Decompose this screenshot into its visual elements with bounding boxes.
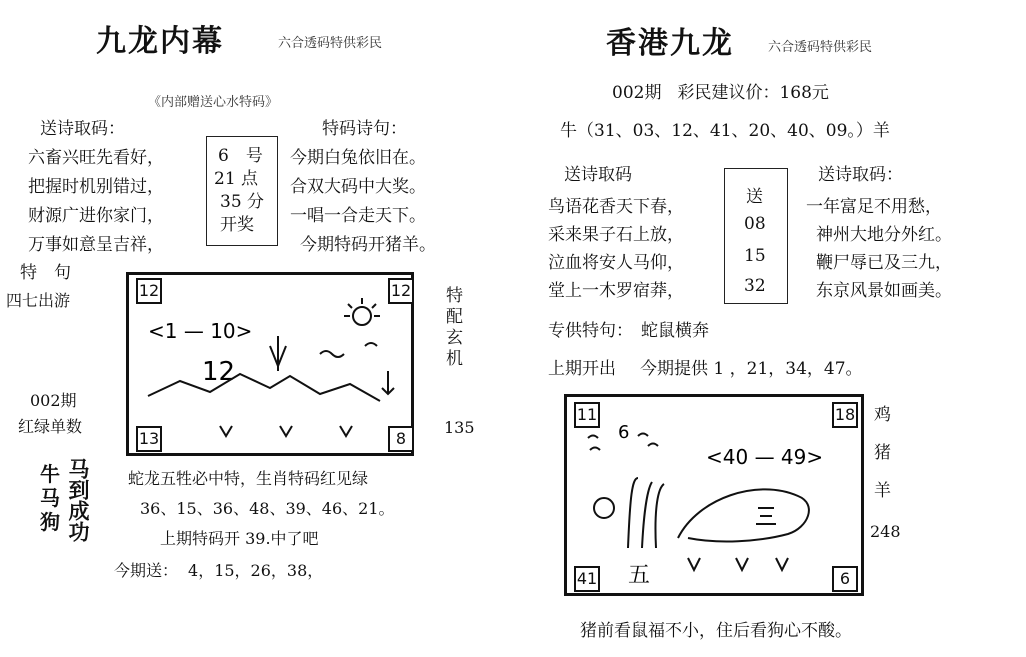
left-corner-tl: 12 [136,278,162,304]
left-issue: 002期 [30,391,77,410]
right-this-provide: 今期提供 1 ，21，34，47。 [640,359,863,379]
left-numbers: 36、15、36、48、39、46、21。 [140,499,395,518]
right-corner-tl: 11 [574,402,600,428]
left-time-2: 21 点 [214,169,259,189]
left-time-1: 6 号 [218,146,263,166]
left-motto: 马到成功 [66,458,91,542]
right-send-1: 送 [746,187,763,207]
left-special-line-4: 今期特码开猪羊。 [300,235,436,255]
right-side-zodiac-1: 鸡 [874,405,891,425]
right-ox-line: 牛（31、03、12、41、20、40、09。）羊 [560,121,890,141]
left-tagline: 《内部赠送心水特码》 [148,95,279,110]
right-price: 168元 [779,83,829,103]
right-poem-heading-left: 送诗取码 [564,165,632,185]
right-sketch-char: 五 [628,563,651,588]
right-send-3: 15 [744,246,766,266]
right-send-2: 08 [744,214,766,234]
left-time-3: 35 分 [220,192,265,212]
left-poem-heading: 送诗取码： [40,119,125,139]
left-zodiac-2: 马 [40,486,60,510]
left-special-line-1: 今期白兔依旧在。 [290,148,426,168]
left-poem-line-1: 六畜兴旺先看好， [28,148,164,168]
right-price-label: 彩民建议价： [677,83,780,103]
left-this-send-numbers: 4，15，26，38， [188,561,324,580]
right-poem-right-4: 东京风景如画美。 [816,281,952,301]
right-send-4: 32 [744,276,766,296]
right-special-text: 蛇鼠横奔 [641,321,709,341]
right-sketch-drawing [568,398,858,592]
left-special-heading: 特码诗句： [322,119,407,139]
right-side-number: 248 [870,522,901,541]
left-redgreen: 红绿单数 [18,417,83,436]
left-sketch-drawing [130,276,408,452]
right-title: 香港九龙 [606,26,734,61]
right-poem-left-2: 采来果子石上放， [548,225,684,245]
left-poem-line-2: 把握时机别错过， [28,177,164,197]
left-corner-tr: 12 [388,278,414,304]
left-special-line-2: 合双大码中大奖。 [290,177,426,197]
right-poem-left-4: 堂上一木罗宿莽， [548,281,684,301]
left-teju-label: 特 句 [20,263,71,283]
right-corner-tr: 18 [832,402,858,428]
left-sketch-range: <1 — 10> [148,319,253,343]
right-poem-right-1: 一年富足不用愁， [806,197,942,217]
right-special-label: 专供特句： [548,321,633,341]
left-side-vertical: 特配玄机 [442,286,462,370]
left-last-period: 上期特码开 39.中了吧 [160,529,319,548]
left-poem-line-4: 万事如意呈吉祥， [28,235,164,255]
left-poem-line-3: 财源广进你家门， [28,206,164,226]
left-time-4: 开奖 [220,215,254,235]
left-line1: 蛇龙五牲必中特，生肖特码红见绿 [128,469,369,488]
right-sketch-range: <40 — 49> [706,445,824,469]
right-last-open: 上期开出 [548,359,616,379]
right-sketch-small: 6 [618,422,630,443]
left-zodiac-3: 狗 [40,510,60,534]
right-poem-left-3: 泣血将安人马仰， [548,253,684,273]
left-this-send-label: 今期送： [114,561,179,580]
right-issue: 002期 [612,83,662,103]
left-corner-br: 8 [388,426,414,452]
left-corner-bl: 13 [136,426,162,452]
right-side-zodiac-2: 猪 [874,443,891,463]
left-subtitle: 六合透码特供彩民 [278,36,383,51]
right-bottom-line: 猪前看鼠福不小，住后看狗心不酸。 [580,621,852,641]
right-poem-left-1: 鸟语花香天下春， [548,197,684,217]
right-subtitle: 六合透码特供彩民 [768,40,873,55]
right-side-zodiac-3: 羊 [874,481,891,501]
left-special-line-3: 一唱一合走天下。 [290,206,426,226]
left-side-number: 135 [444,418,475,437]
right-corner-br: 6 [832,566,858,592]
right-poem-right-2: 神州大地分外红。 [816,225,952,245]
right-poem-heading-right: 送诗取码： [818,165,903,185]
right-poem-right-3: 鞭尸辱已及三九， [816,253,952,273]
right-corner-bl: 41 [574,566,600,592]
left-zodiac-1: 牛 [40,462,60,486]
left-teju-text: 四七出游 [6,291,71,310]
left-title: 九龙内幕 [96,24,224,59]
left-sketch-big: 12 [202,357,236,387]
